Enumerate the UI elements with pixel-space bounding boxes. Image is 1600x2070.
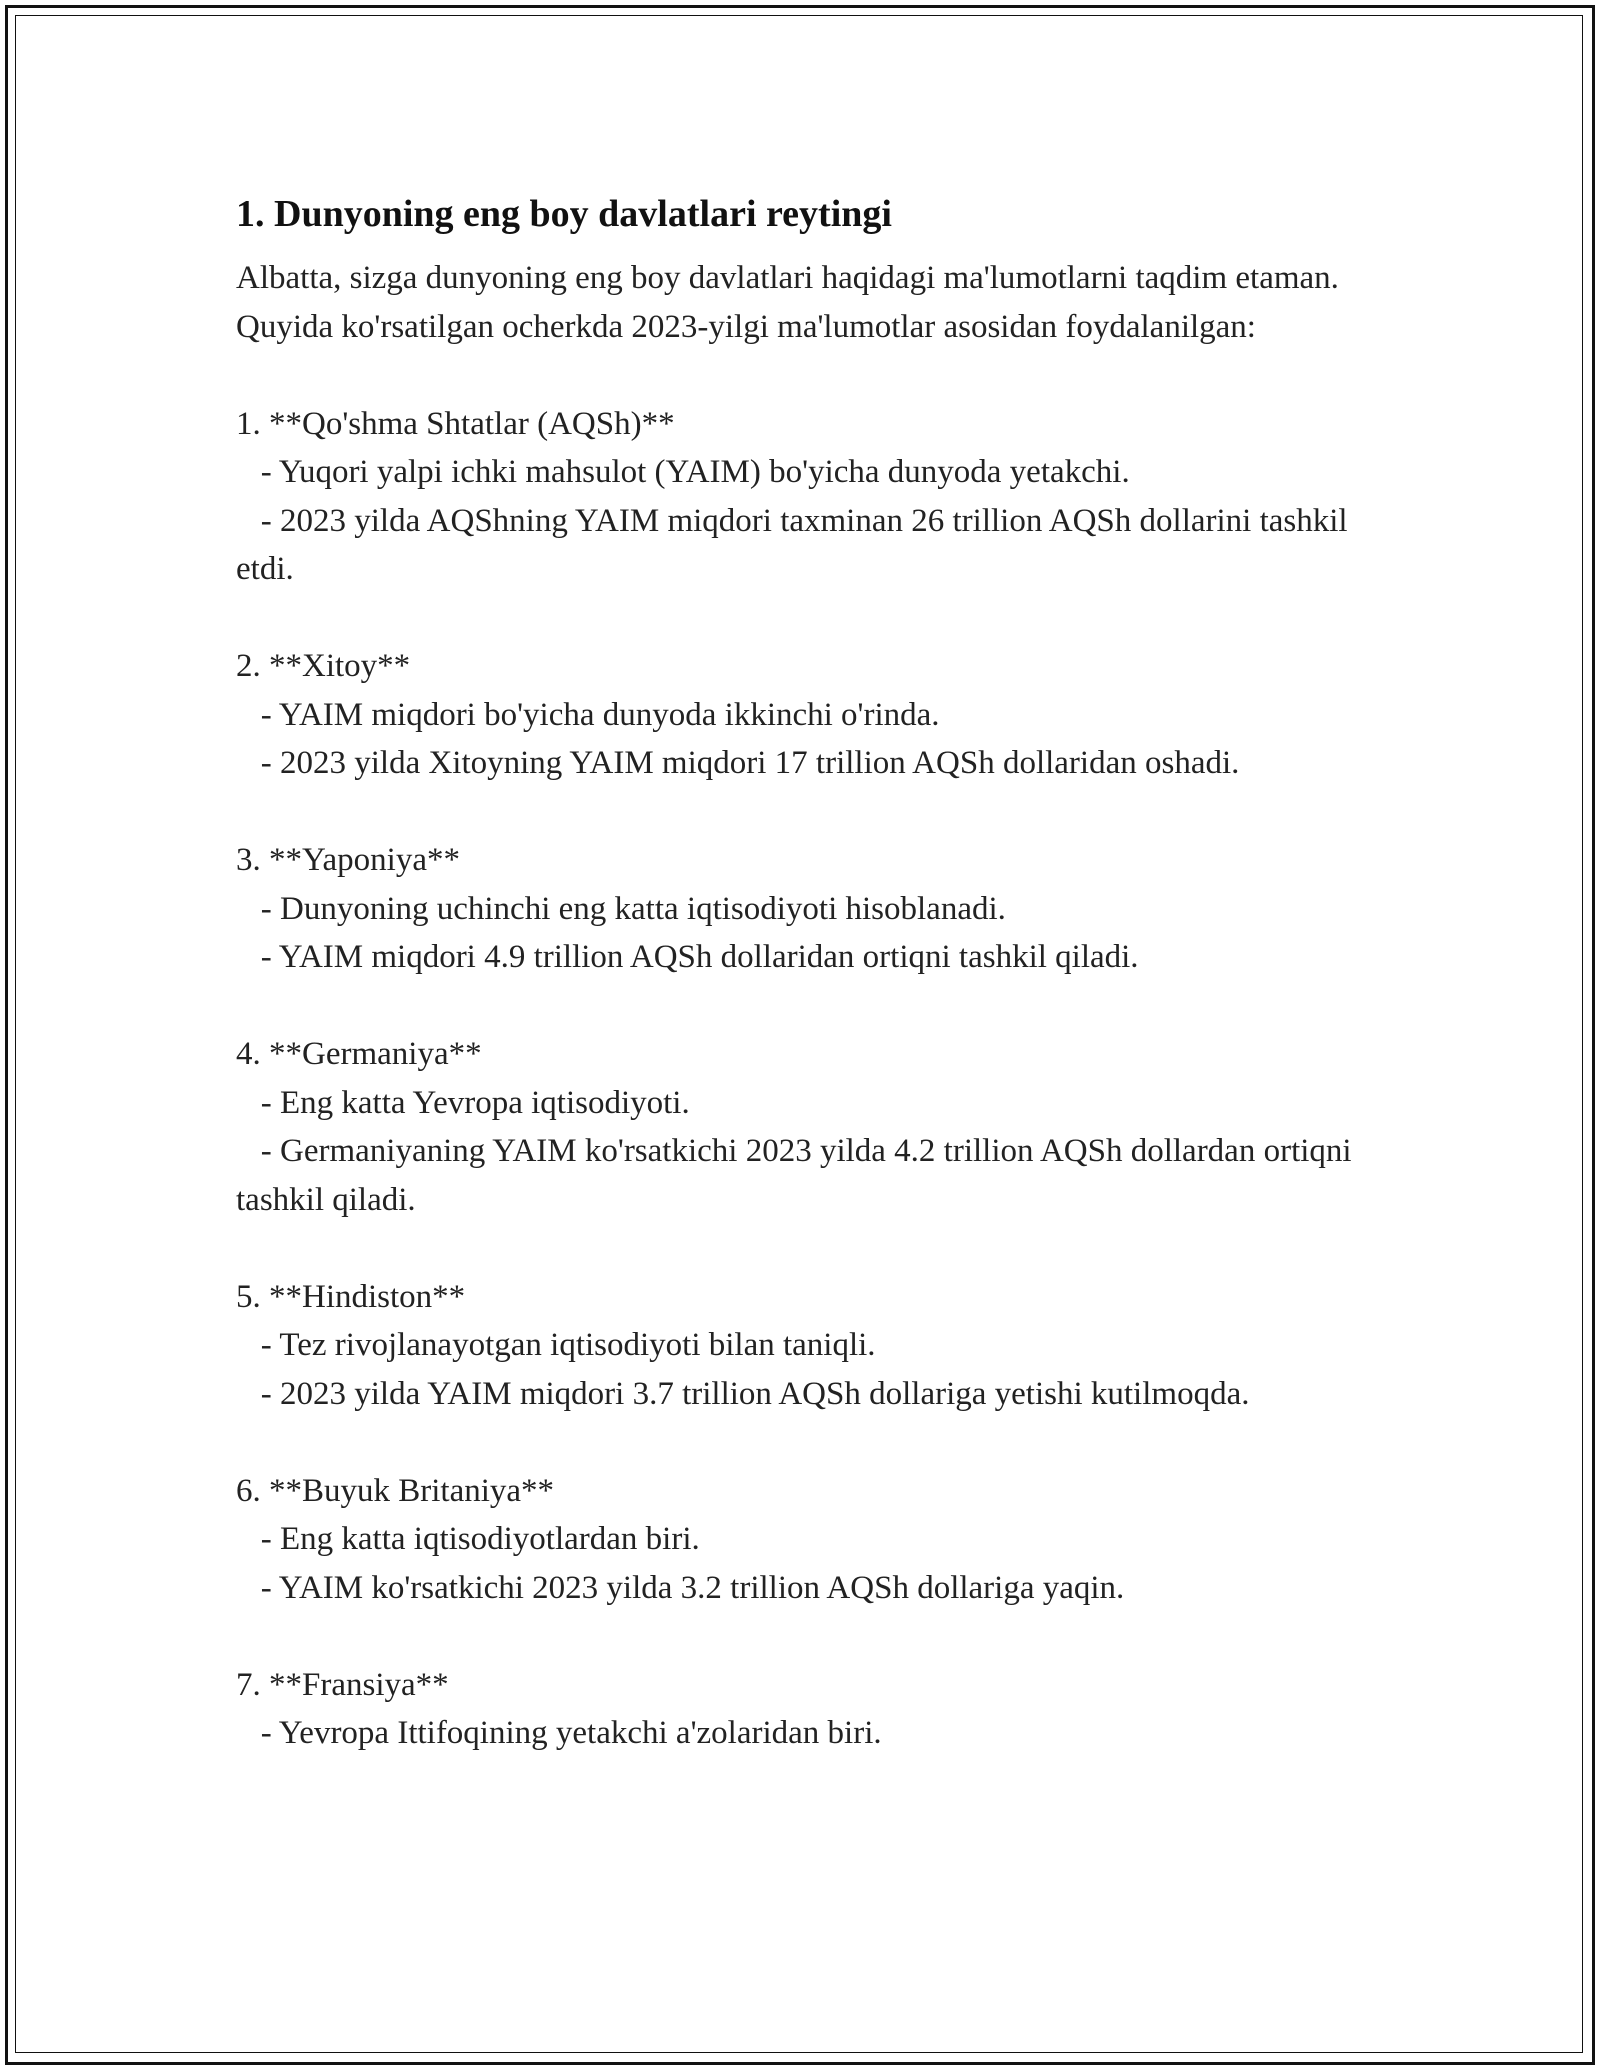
document-title: 1. Dunyoning eng boy davlatlari reytingi	[236, 193, 892, 235]
list-item	[236, 1030, 1376, 1224]
list-item-bullet: - Dunyoning uchinchi eng katta iqtisodiyoti hisoblanadi.	[236, 890, 1006, 927]
list-item	[236, 1661, 1376, 1758]
list-item-bullet: - YAIM ko'rsatkichi 2023 yilda 3.2 trillion AQSh dollariga yaqin.	[236, 1569, 1125, 1606]
list-item	[236, 642, 1376, 788]
list-item	[236, 836, 1376, 982]
intro-paragraph: Albatta, sizga dunyoning eng boy davlatlari haqidagi ma'lumotlarni taqdim etaman. Quyida ko'rsatilgan ocherkda 2023-yilgi ma'lumotlar asosidan foydalanilgan:	[236, 260, 1348, 345]
list-item-bullet: - Tez rivojlanayotgan iqtisodiyoti bilan taniqli.	[236, 1327, 876, 1363]
list-item-bullet: - Eng katta iqtisodiyotlardan biri.	[236, 1521, 700, 1557]
document-body	[236, 188, 1376, 1758]
list-item-heading: 2. **Xitoy**	[236, 648, 411, 684]
list-item-bullet: - 2023 yilda Xitoyning YAIM miqdori 17 trillion AQSh dollaridan oshadi.	[236, 745, 1240, 781]
list-item-heading: 5. **Hindiston**	[236, 1278, 466, 1315]
list-item	[236, 1467, 1376, 1613]
list-item	[236, 400, 1376, 594]
list-item-bullet: - YAIM miqdori 4.9 trillion AQSh dollaridan ortiqni tashkil qiladi.	[236, 939, 1139, 975]
list-item-bullet: - Eng katta Yevropa iqtisodiyoti.	[236, 1084, 690, 1121]
list-item-heading: 3. **Yaponiya**	[236, 842, 460, 878]
list-item-bullet: - YAIM miqdori bo'yicha dunyoda ikkinchi o'rinda.	[236, 696, 940, 733]
list-item-heading: 7. **Fransiya**	[236, 1666, 449, 1703]
list-item-bullet: - Germaniyaning YAIM ko'rsatkichi 2023 yilda 4.2 trillion AQSh dollardan ortiqni tashkil qiladi.	[236, 1133, 1360, 1218]
list-item-bullet: - 2023 yilda AQShning YAIM miqdori taxminan 26 trillion AQSh dollarini tashkil etdi.	[236, 502, 1356, 587]
list-item-bullet: - Yevropa Ittifoqining yetakchi a'zolaridan biri.	[236, 1715, 882, 1751]
list-item	[236, 1273, 1376, 1419]
list-item-bullet: - Yuqori yalpi ichki mahsulot (YAIM) bo'yicha dunyoda yetakchi.	[236, 454, 1130, 490]
list-item-heading: 6. **Buyuk Britaniya**	[236, 1472, 555, 1509]
list-item-bullet: - 2023 yilda YAIM miqdori 3.7 trillion AQSh dollariga yetishi kutilmoqda.	[236, 1375, 1250, 1412]
list-item-heading: 1. **Qo'shma Shtatlar (AQSh)**	[236, 405, 675, 442]
list-item-heading: 4. **Germaniya**	[236, 1036, 482, 1072]
